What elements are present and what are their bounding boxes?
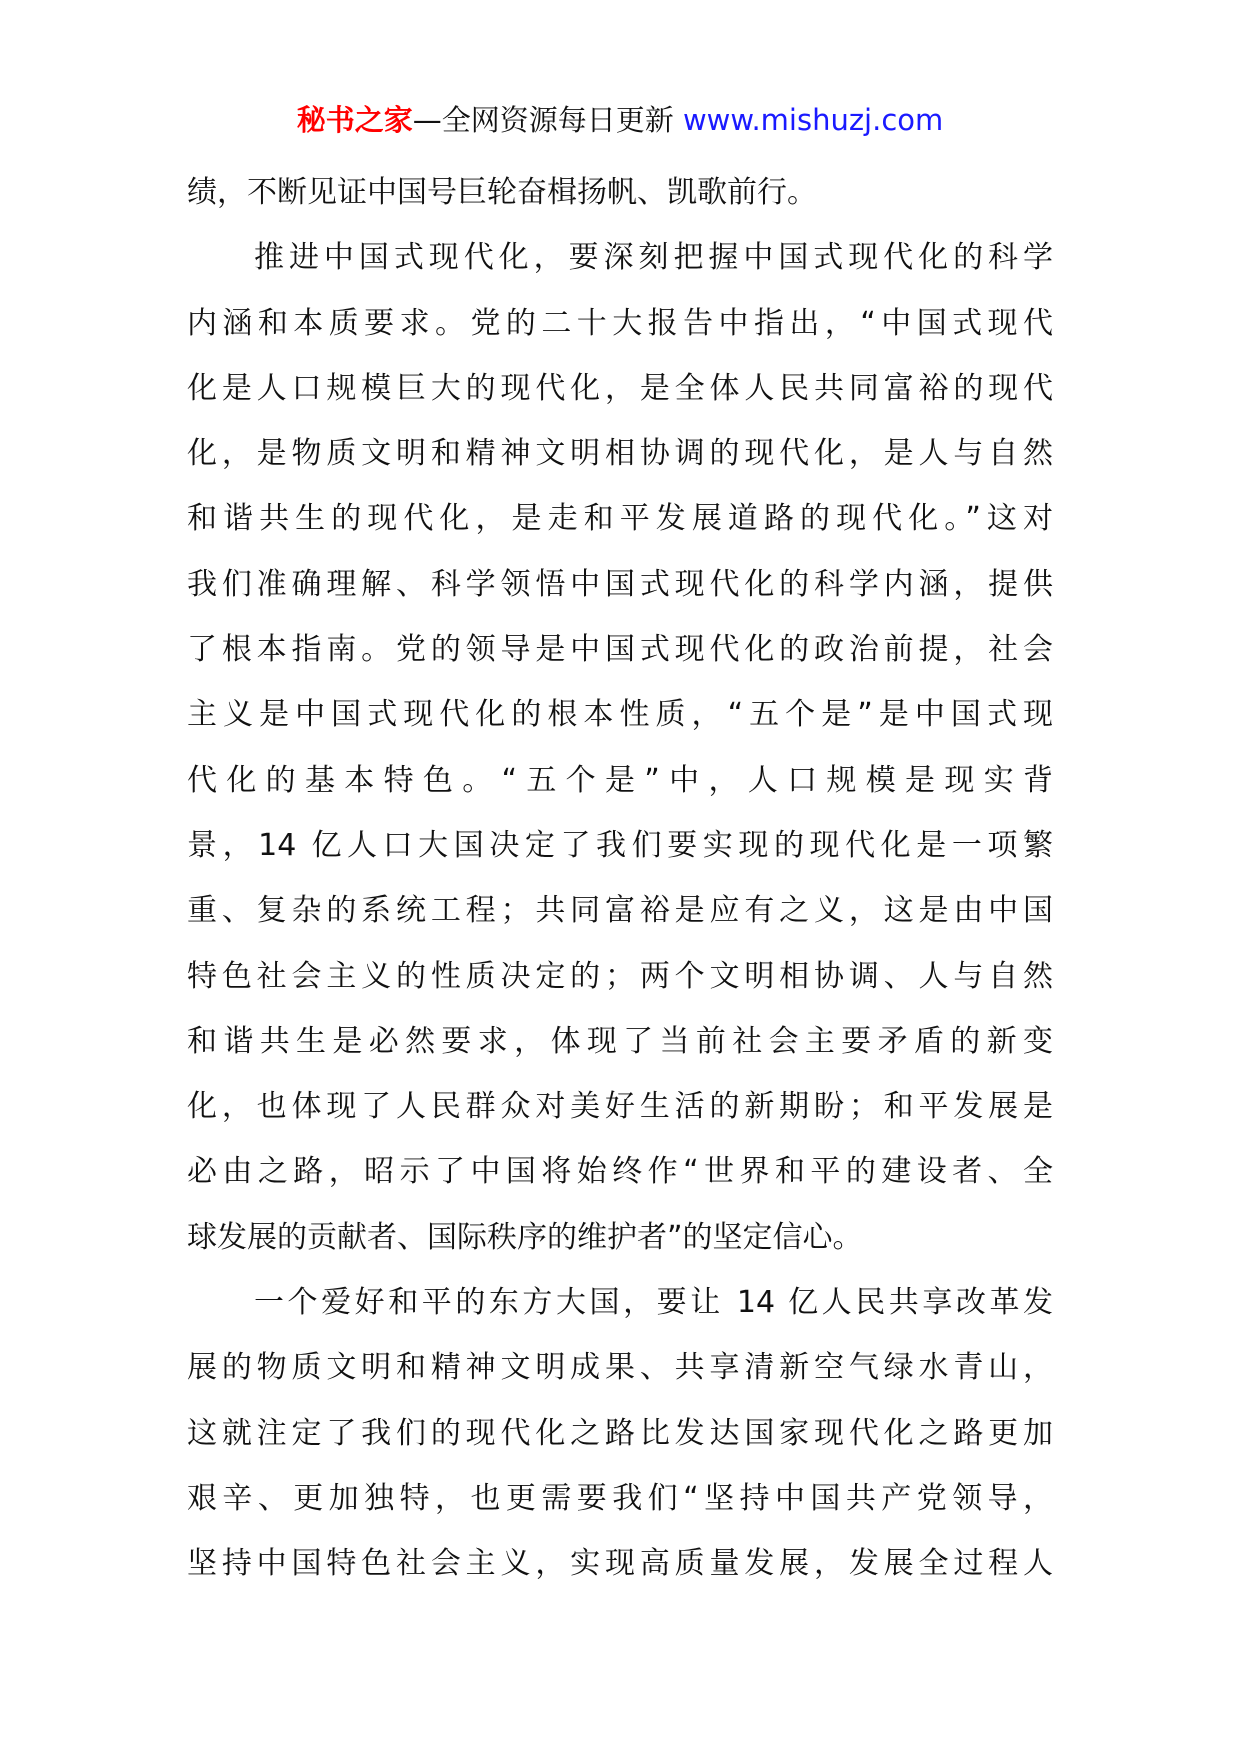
text-line: 球发展的贡献者、国际秩序的维护者”的坚定信心。 <box>187 1219 863 1255</box>
text-line: 推进中国式现代化，要深刻把握中国式现代化的科学 <box>254 240 1053 276</box>
text-line: 展的物质文明和精神文明成果、共享清新空气绿水青山， <box>187 1350 1053 1386</box>
text-line: 主义是中国式现代化的根本性质，“五个是”是中国式现 <box>187 697 1053 733</box>
text-line: 重、复杂的系统工程；共同富裕是应有之义，这是由中国 <box>187 893 1053 929</box>
text-line: 必由之路，昭示了中国将始终作“世界和平的建设者、全 <box>187 1154 1053 1190</box>
text-line: 了根本指南。党的领导是中国式现代化的政治前提，社会 <box>187 632 1053 668</box>
text-line: 我们准确理解、科学领悟中国式现代化的科学内涵，提供 <box>187 566 1053 602</box>
document-body <box>187 160 1053 1597</box>
header-slogan: —全网资源每日更新 <box>412 103 683 137</box>
text-line: 和谐共生是必然要求，体现了当前社会主要矛盾的新变 <box>187 1023 1053 1059</box>
site-name: 秘书之家 <box>296 103 413 137</box>
site-url[interactable]: www.mishuzj.com <box>682 103 944 137</box>
text-line: 坚持中国特色社会主义，实现高质量发展，发展全过程人 <box>187 1546 1053 1582</box>
text-line: 这就注定了我们的现代化之路比发达国家现代化之路更加 <box>187 1415 1053 1451</box>
text-line: 一个爱好和平的东方大国，要让 14 亿人民共享改革发 <box>254 1285 1053 1321</box>
text-line: 艰辛、更加独特，也更需要我们“坚持中国共产党领导， <box>187 1480 1053 1516</box>
text-line: 化，也体现了人民群众对美好生活的新期盼；和平发展是 <box>187 1089 1053 1125</box>
text-line: 代化的基本特色。“五个是”中，人口规模是现实背 <box>187 762 1053 798</box>
text-line: 内涵和本质要求。党的二十大报告中指出，“中国式现代 <box>187 305 1053 341</box>
text-line: 特色社会主义的性质决定的；两个文明相协调、人与自然 <box>187 958 1053 994</box>
text-line: 绩，不断见证中国号巨轮奋楫扬帆、凯歌前行。 <box>187 175 817 210</box>
page-header <box>0 100 1240 140</box>
text-line: 和谐共生的现代化，是走和平发展道路的现代化。”这对 <box>187 501 1053 537</box>
text-line: 景，14 亿人口大国决定了我们要实现的现代化是一项繁 <box>187 827 1053 863</box>
text-line: 化，是物质文明和精神文明相协调的现代化，是人与自然 <box>187 436 1053 472</box>
text-line: 化是人口规模巨大的现代化，是全体人民共同富裕的现代 <box>187 370 1053 406</box>
